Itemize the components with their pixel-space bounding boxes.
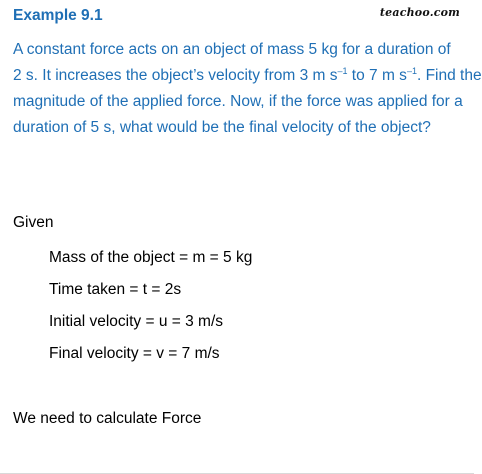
question-line: magnitude of the applied force. Now, if the force was applied for a [13,93,463,110]
question-text-fragment: to 7 m s [347,67,407,84]
given-initial-velocity: Initial velocity = u = 3 m/s [49,313,224,330]
question-text-fragment: 2 s. It increases the object’s velocity from 3 m s [13,67,338,84]
example-title: Example 9.1 [13,7,103,24]
given-final-velocity: Final velocity = v = 7 m/s [49,345,220,362]
watermark-logo: teachoo.com [379,6,460,19]
given-mass: Mass of the object = m = 5 kg [49,249,253,266]
question-text-fragment: . Find the [416,67,482,84]
given-time: Time taken = t = 2s [49,281,182,298]
question-line: A constant force acts on an object of mass 5 kg for a duration of [13,41,451,58]
exponent: –1 [337,66,348,76]
question-text [13,37,482,141]
given-heading: Given [13,214,54,231]
exponent: –1 [406,66,417,76]
need-statement: We need to calculate Force [13,410,202,427]
question-line: duration of 5 s, what would be the final velocity of the object? [13,119,431,136]
question-line [13,63,482,89]
